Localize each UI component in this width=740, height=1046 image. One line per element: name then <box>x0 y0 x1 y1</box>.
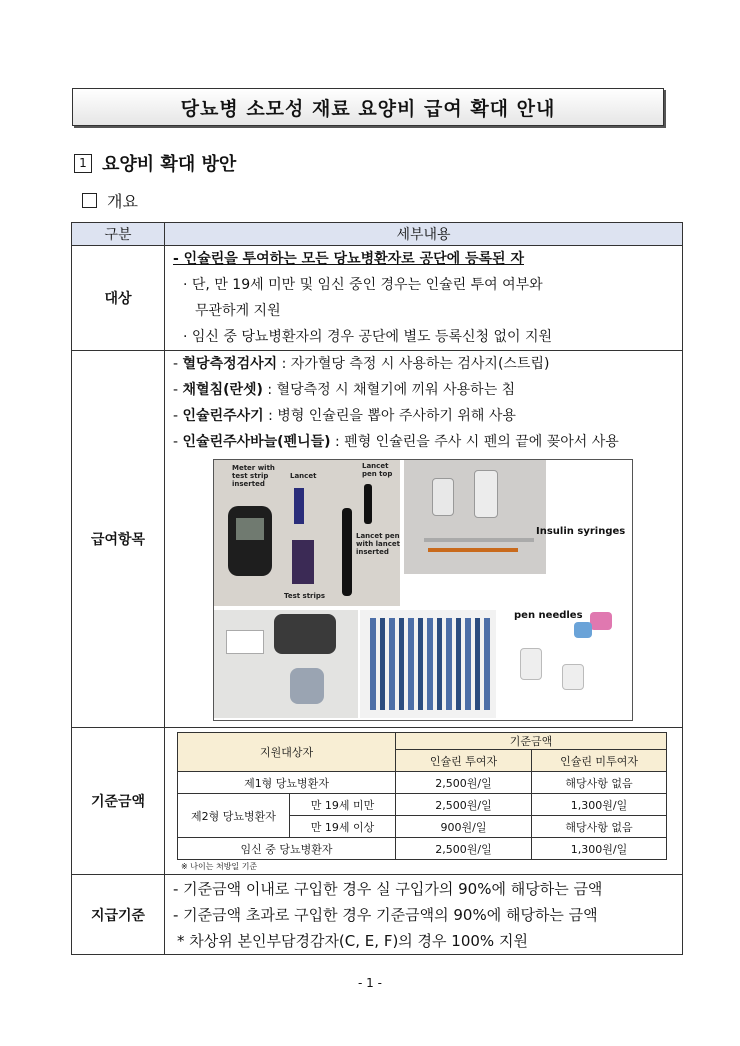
item-3: - 인슐린주사기 : 병형 인슐린을 뽑아 주사하기 위해 사용 <box>173 408 516 424</box>
supplies-photo-collage <box>213 459 633 721</box>
type2-under19: 만 19세 미만 <box>290 794 396 816</box>
lancet-pen-icon <box>342 508 352 596</box>
pen-needle-cap-icon <box>574 622 592 638</box>
age-note: ※ 나이는 처방일 기준 <box>181 862 258 871</box>
type2-label: 제2형 당뇨병환자 <box>178 794 290 838</box>
meter-lancet-photo <box>214 460 400 606</box>
header-target: 지원대상자 <box>178 733 396 772</box>
caption-lancet: Lancet <box>290 472 317 480</box>
col-header-details: 세부내용 <box>165 223 683 246</box>
row-head-items: 급여항목 <box>72 351 165 728</box>
payment-line-3: * 차상위 본인부담경감자(C, E, F)의 경우 100% 지원 <box>177 931 528 950</box>
section-number: 1 <box>74 154 92 173</box>
pregnant-insulin: 2,500원/일 <box>396 838 532 860</box>
target-line-1: - 인슐린을 투여하는 모든 당뇨병환자로 공단에 등록된 자 <box>173 251 524 267</box>
document-title: 당뇨병 소모성 재료 요양비 급여 확대 안내 <box>72 88 664 126</box>
subsection-heading <box>82 189 138 212</box>
subsection-title: 개요 <box>107 192 138 211</box>
insulin-syringe-photo <box>404 460 546 574</box>
caption-lancet-pen: Lancet pen with lancet inserted <box>356 532 400 556</box>
insulin-vial-icon <box>432 478 454 516</box>
payment-line-2: - 기준금액 초과로 구입한 경우 기준금액의 90%에 해당하는 금액 <box>173 905 598 924</box>
meter-screen-icon <box>236 518 264 540</box>
pen-needles-photo <box>500 600 630 718</box>
section-title: 요양비 확대 방안 <box>102 154 237 175</box>
type1-label: 제1형 당뇨병환자 <box>178 772 396 794</box>
meter-kit-photo <box>214 610 358 718</box>
strip-box-icon <box>226 630 264 654</box>
type1-no-insulin: 해당사항 없음 <box>532 772 667 794</box>
amount-details <box>165 728 683 875</box>
type1-insulin: 2,500원/일 <box>396 772 532 794</box>
item-1: - 혈당측정검사지 : 자가혈당 측정 시 사용하는 검사지(스트립) <box>173 356 550 372</box>
amount-table <box>177 732 667 860</box>
type2-under19-insulin: 2,500원/일 <box>396 794 532 816</box>
page-number: - 1 - <box>358 976 382 990</box>
pregnant-no-insulin: 1,300원/일 <box>532 838 667 860</box>
target-line-2: · 단, 만 19세 미만 및 임신 중인 경우는 인슐린 투여 여부와 <box>183 277 543 293</box>
pen-needle-icon <box>520 648 542 680</box>
type2-under19-no-insulin: 1,300원/일 <box>532 794 667 816</box>
payment-details <box>165 875 683 955</box>
pregnant-label: 임신 중 당뇨병환자 <box>178 838 396 860</box>
type2-over19: 만 19세 이상 <box>290 816 396 838</box>
meter-case-icon <box>274 614 336 654</box>
type2-over19-insulin: 900원/일 <box>396 816 532 838</box>
item-2: - 채혈침(란셋) : 혈당측정 시 채혈기에 끼워 사용하는 침 <box>173 382 516 398</box>
test-strip-box-icon <box>292 540 314 584</box>
target-details <box>165 246 683 351</box>
lancet-pen-top-icon <box>364 484 372 524</box>
row-head-amount: 기준금액 <box>72 728 165 875</box>
meter-device-icon <box>290 668 324 704</box>
type2-over19-no-insulin: 해당사항 없음 <box>532 816 667 838</box>
caption-lancet-top: Lancet pen top <box>362 462 393 478</box>
caption-strips: Test strips <box>284 592 326 600</box>
item-4: - 인슐린주사바늘(펜니들) : 펜형 인슐린을 주사 시 펜의 끝에 꽂아서 사용 <box>173 434 619 450</box>
col-header-category: 구분 <box>72 223 165 246</box>
caption-meter: Meter with test strip inserted <box>232 464 275 488</box>
header-insulin: 인슐린 투여자 <box>396 750 532 772</box>
glucose-meter-icon <box>228 506 272 576</box>
insulin-pens-photo <box>360 610 496 718</box>
syringe-icon <box>424 538 534 542</box>
items-details <box>165 351 683 728</box>
square-bullet-icon <box>82 193 97 208</box>
pen-needle-cap-icon <box>590 612 612 630</box>
target-line-3: 무관하게 지원 <box>195 303 281 319</box>
syringe-icon <box>428 548 518 552</box>
header-amount: 기준금액 <box>396 733 667 750</box>
target-line-4: · 임신 중 당뇨병환자의 경우 공단에 별도 등록신청 없이 지원 <box>183 329 553 345</box>
lancet-icon <box>294 488 304 524</box>
row-head-payment: 지급기준 <box>72 875 165 955</box>
caption-pen-needles: pen needles <box>514 610 583 621</box>
pen-needle-icon <box>562 664 584 690</box>
row-head-target: 대상 <box>72 246 165 351</box>
insulin-pen-icon <box>370 618 490 710</box>
payment-line-1: - 기준금액 이내로 구입한 경우 실 구입가의 90%에 해당하는 금액 <box>173 879 603 898</box>
overview-table <box>71 222 683 955</box>
header-no-insulin: 인슐린 미투여자 <box>532 750 667 772</box>
insulin-vial-icon <box>474 470 498 518</box>
section-heading <box>74 150 236 176</box>
caption-syringes: Insulin syringes <box>536 526 626 537</box>
